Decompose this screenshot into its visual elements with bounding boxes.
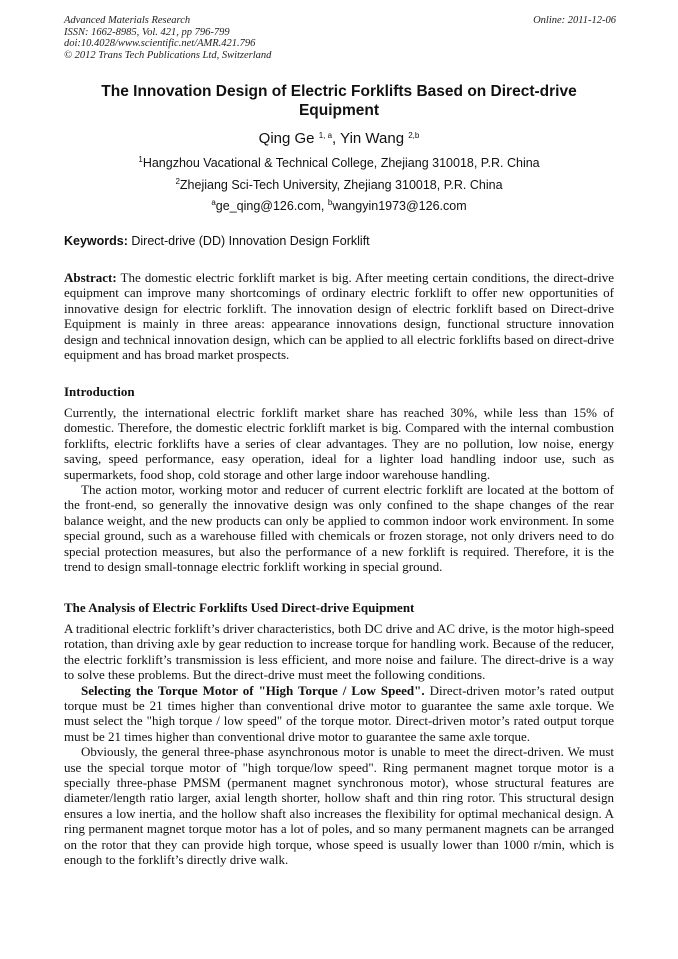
affiliation-1-sup: 1 — [138, 155, 143, 164]
author-separator: , — [332, 130, 341, 147]
journal-header — [64, 15, 271, 61]
doi-line: doi:10.4028/www.scientific.net/AMR.421.796 — [64, 38, 256, 49]
issn-line: ISSN: 1662-8985, Vol. 421, pp 796-799 — [64, 26, 230, 38]
introduction-heading: Introduction — [64, 384, 135, 399]
analysis-body — [64, 621, 614, 868]
abstract-label: Abstract: — [64, 270, 117, 285]
author-line — [64, 130, 614, 147]
copyright-line: © 2012 Trans Tech Publications Ltd, Switzerland — [64, 49, 272, 61]
affiliation-2-sup: 2 — [175, 177, 180, 186]
analysis-paragraph-2 — [64, 683, 614, 745]
keywords-text: Direct-drive (DD) Innovation Design Forklift — [127, 234, 370, 248]
keywords-label: Keywords: — [64, 234, 128, 248]
abstract-text: The domestic electric forklift market is big. After meeting certain conditions, the direct-drive equipment can improve many shortcomings of ordinary electric forklift to offer new opportunities of innovative design for electric forklift. The innovation design of electric forklift based on Direct-drive Equipment is mainly in three areas: appearance innovations design, functional structure innovation design and technical innovation design, which can be applied to all electric forklifts based on direct-drive equipment and has broad market prospects. — [64, 270, 614, 363]
author-1-sup: 1, a — [318, 131, 333, 140]
affiliation-2-text: Zhejiang Sci-Tech University, Zhejiang 310018, P.R. China — [179, 178, 503, 192]
affiliation-2 — [64, 178, 614, 192]
online-date: Online: 2011-12-06 — [533, 15, 616, 26]
email-a-sup: a — [211, 198, 216, 207]
abstract — [64, 270, 614, 362]
analysis-paragraph-1: A traditional electric forklift’s driver characteristics, both DC drive and AC drive, is the motor high-speed rotation, than driving axle by gear reduction to increase torque for handling work. Because of the reducer, the electric forklift’s transmission is less efficient, and more noise and failure. The direct-drive is a way to solve these problems. But the direct-drive must meet the following conditions. — [64, 621, 614, 683]
affiliation-1-text: Hangzhou Vacational & Technical College, Zhejiang 310018, P.R. China — [142, 156, 540, 170]
email-a: ge_qing@126.com, — [215, 199, 328, 213]
author-2-sup: 2,b — [408, 131, 420, 140]
analysis-paragraph-3: Obviously, the general three-phase asynchronous motor is unable to meet the direct-driven. We must use the special torque motor of "high torque/low speed". Ring permanent magnet torque motor is a specially three-phase PMSM (permanent magnet synchronous motor), whose structural features are diameter/length ratio larger, axial length shorter, hollow shaft and thin ring rotor. This structural design ensures a low inertia, and the hollow shaft also increases the flexibility for optimal mechanical design. A ring permanent magnet torque motor has a lot of poles, and so many permanent magnets can be arranged on the rotor that they can provide high torque, whose speed is usually lower than 1000 r/min, which is enough to the forklift’s directly drive walk. — [64, 744, 614, 868]
journal-name: Advanced Materials Research — [64, 15, 191, 26]
introduction-body — [64, 405, 614, 574]
email-b: wangyin1973@126.com — [332, 199, 467, 213]
email-line — [64, 199, 614, 213]
author-1: Qing Ge — [258, 130, 315, 147]
author-2: Yin Wang — [340, 130, 405, 147]
introduction-paragraph-1: Currently, the international electric forklift market share has reached 30%, while less than 15% of domestic. Therefore, the domestic electric forklift market is big. Compared with the internal combustion forklifts, electric forklifts have a series of clear advantages. They are no pollution, low noise, energy saving, speed performance, easy operation, ideal for a lighter load handling indoor use, such as supermarkets, food shop, cold storage and other large indoor warehouse handling. — [64, 405, 614, 482]
analysis-heading: The Analysis of Electric Forklifts Used Direct-drive Equipment — [64, 600, 415, 615]
affiliation-1 — [64, 156, 614, 170]
torque-motor-subheading: Selecting the Torque Motor of "High Torque / Low Speed". — [81, 682, 425, 698]
email-b-sup: b — [327, 198, 333, 207]
introduction-paragraph-2: The action motor, working motor and reducer of current electric forklift are located at the bottom of the front-end, so generally the innovative design was only confined to the shape changes of the rear balance weight, and the new products can only be applied to common indoor work environment. In some special ground, such as a warehouse filled with chemicals or frozen storage, not only drivers need to do special protection measures, but also the performance of a new forklift is required. Therefore, it is the trend to design small-tonnage electric forklift working in special ground. — [64, 482, 614, 575]
keywords — [64, 234, 370, 248]
paper-title: The Innovation Design of Electric Forklifts Based on Direct-drive Equipment — [101, 83, 577, 119]
analysis-paragraph-2-text: Direct-driven motor’s rated output torque must be 21 times higher than conventional drive motor to guarantee the same axle torque. We must select the "high torque / low speed" of the torque motor. Direct-driven motor’s rated output torque must be 21 times higher than conventional drive motor to guarantee the same axle torque. — [64, 682, 615, 744]
